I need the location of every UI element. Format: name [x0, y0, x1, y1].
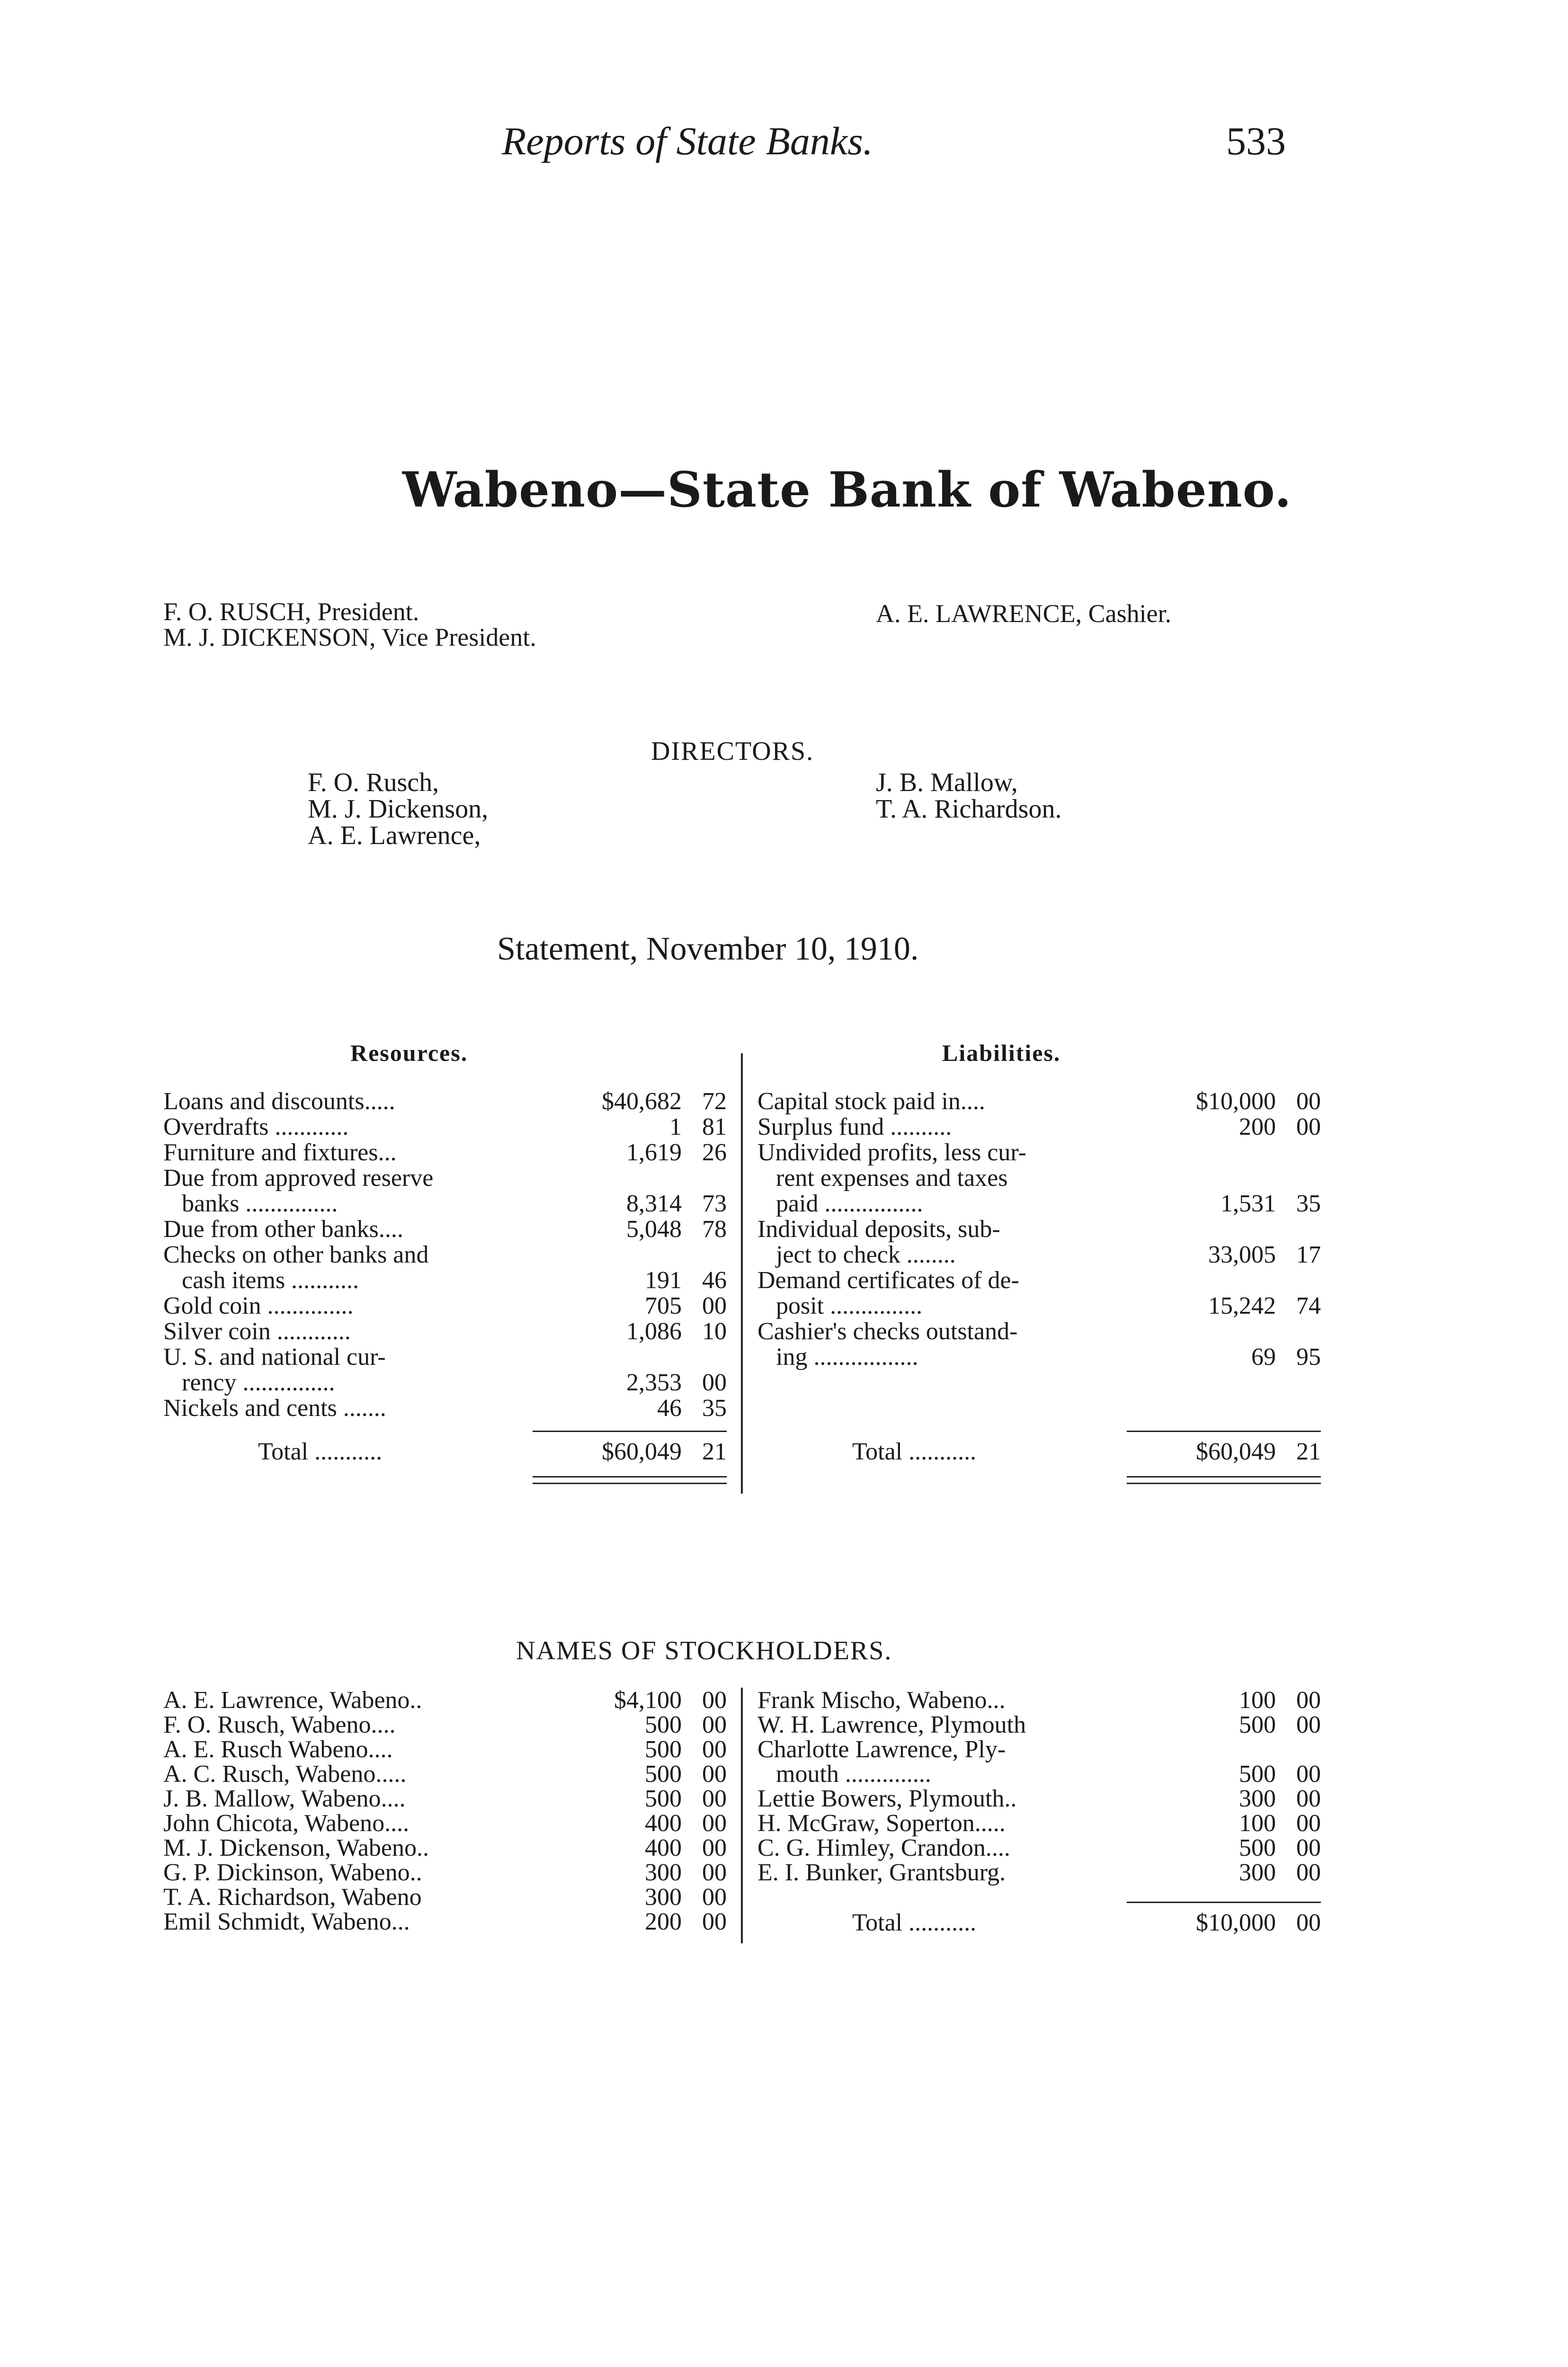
table-row	[757, 1191, 1321, 1217]
table-row	[163, 1319, 727, 1344]
row-cents: 00	[1296, 1711, 1321, 1738]
liabilities-table	[757, 1089, 1326, 1505]
stockholders-divider	[741, 1688, 743, 1943]
row-label: Loans and discounts.....	[163, 1088, 395, 1115]
row-cents: 17	[1296, 1241, 1321, 1268]
officer-vice-president: M. J. DICKENSON, Vice President.	[163, 623, 536, 651]
row-cents: 00	[702, 1369, 727, 1396]
row-label: Undivided profits, less cur-	[757, 1139, 1026, 1166]
row-dollars: 300	[645, 1884, 682, 1911]
row-dollars: 500	[645, 1711, 682, 1738]
row-dollars: 500	[1239, 1711, 1276, 1738]
directors-left	[308, 769, 488, 849]
row-cents: 00	[1296, 1859, 1321, 1886]
table-row	[163, 1242, 727, 1268]
row-cents: 35	[1296, 1190, 1321, 1217]
row-label: W. H. Lawrence, Plymouth	[757, 1711, 1026, 1738]
stockholders-right-table	[757, 1688, 1326, 1953]
row-label: A. C. Rusch, Wabeno.....	[163, 1761, 407, 1788]
row-dollars: 500	[645, 1736, 682, 1763]
row-dollars: 200	[1239, 1113, 1276, 1140]
officer-cashier: A. E. LAWRENCE, Cashier.	[876, 599, 1172, 628]
row-dollars: 300	[1239, 1859, 1276, 1886]
stockholders-left-table	[163, 1688, 731, 1953]
table-row	[163, 1370, 727, 1396]
officer-president: F. O. RUSCH, President.	[163, 597, 419, 626]
table-row	[757, 1114, 1321, 1140]
table-row	[163, 1885, 727, 1910]
table-row	[757, 1762, 1321, 1787]
row-label: rency ...............	[163, 1369, 335, 1396]
row-label: Nickels and cents .......	[163, 1395, 386, 1422]
total-dollars: $60,049	[1196, 1438, 1276, 1465]
table-row	[163, 1396, 727, 1421]
directors-right	[876, 769, 1061, 822]
row-label: Emil Schmidt, Wabeno...	[163, 1908, 410, 1935]
table-row	[757, 1688, 1321, 1713]
director: T. A. Richardson.	[876, 794, 1062, 824]
row-cents: 00	[1296, 1785, 1321, 1812]
table-row	[163, 1811, 727, 1836]
table-row	[163, 1737, 727, 1762]
total-rule	[1127, 1902, 1321, 1903]
row-cents: 00	[702, 1761, 727, 1788]
row-cents: 00	[702, 1859, 727, 1886]
row-label: Demand certificates of de-	[757, 1267, 1019, 1294]
table-row	[163, 1293, 727, 1319]
resources-heading: Resources.	[350, 1040, 468, 1066]
row-cents: 00	[702, 1711, 727, 1738]
row-cents: 00	[702, 1884, 727, 1911]
row-cents: 00	[702, 1292, 727, 1319]
row-label: Surplus fund ..........	[757, 1113, 952, 1140]
row-dollars: 1,531	[1221, 1190, 1276, 1217]
double-rule	[533, 1476, 727, 1477]
table-row	[163, 1114, 727, 1140]
row-dollars: 5,048	[626, 1216, 682, 1243]
row-cents: 00	[702, 1785, 727, 1812]
row-dollars: $40,682	[602, 1088, 682, 1115]
double-rule	[1127, 1483, 1321, 1484]
table-row	[163, 1089, 727, 1114]
row-dollars: 1,086	[626, 1318, 682, 1345]
row-dollars: $10,000	[1196, 1088, 1276, 1115]
running-header-title: Reports of State Banks.	[502, 119, 873, 163]
row-cents: 73	[702, 1190, 727, 1217]
row-label: posit ...............	[757, 1292, 923, 1319]
row-label: A. E. Rusch Wabeno....	[163, 1736, 393, 1763]
row-dollars: 705	[645, 1292, 682, 1319]
row-label: Capital stock paid in....	[757, 1088, 985, 1115]
row-label: Overdrafts ............	[163, 1113, 349, 1140]
row-dollars: 500	[1239, 1761, 1276, 1788]
row-cents: 00	[702, 1736, 727, 1763]
table-row	[163, 1344, 727, 1370]
row-dollars: 300	[1239, 1785, 1276, 1812]
director: J. B. Mallow,	[876, 768, 1018, 797]
row-cents: 10	[702, 1318, 727, 1345]
row-label: rent expenses and taxes	[757, 1165, 1008, 1192]
double-rule	[533, 1483, 727, 1484]
table-row	[757, 1166, 1321, 1191]
row-cents: 00	[1296, 1088, 1321, 1115]
table-row	[163, 1166, 727, 1191]
statement-divider	[741, 1053, 743, 1494]
row-cents: 95	[1296, 1344, 1321, 1370]
row-dollars: 15,242	[1208, 1292, 1276, 1319]
director: M. J. Dickenson,	[308, 794, 489, 824]
row-cents: 74	[1296, 1292, 1321, 1319]
total-cents: 21	[702, 1438, 727, 1465]
row-label: E. I. Bunker, Grantsburg.	[757, 1859, 1006, 1886]
total-cents: 00	[1296, 1909, 1321, 1936]
row-dollars: 400	[645, 1810, 682, 1837]
total-dollars: $60,049	[602, 1438, 682, 1465]
table-row	[163, 1268, 727, 1293]
liabilities-heading: Liabilities.	[942, 1040, 1061, 1066]
row-label: Lettie Bowers, Plymouth..	[757, 1785, 1017, 1812]
row-dollars: $4,100	[614, 1687, 682, 1714]
row-label: John Chicota, Wabeno....	[163, 1810, 410, 1837]
table-row	[163, 1762, 727, 1787]
resources-table	[163, 1089, 731, 1505]
total-row	[757, 1439, 1321, 1465]
row-cents: 00	[1296, 1834, 1321, 1861]
director: A. E. Lawrence,	[308, 821, 481, 850]
row-cents: 26	[702, 1139, 727, 1166]
row-cents: 00	[702, 1810, 727, 1837]
total-dollars: $10,000	[1196, 1909, 1276, 1936]
total-rule	[533, 1431, 727, 1432]
row-dollars: 200	[645, 1908, 682, 1935]
total-label: Total ...........	[852, 1438, 977, 1465]
row-dollars: 33,005	[1208, 1241, 1276, 1268]
row-label: F. O. Rusch, Wabeno....	[163, 1711, 396, 1738]
row-label: T. A. Richardson, Wabeno	[163, 1884, 422, 1911]
row-label: Cashier's checks outstand-	[757, 1318, 1018, 1345]
row-label: mouth ..............	[757, 1761, 931, 1788]
row-label: banks ...............	[163, 1190, 338, 1217]
row-label: H. McGraw, Soperton.....	[757, 1810, 1006, 1837]
bank-title: Wabeno—State Bank of Wabeno.	[402, 462, 1292, 518]
row-label: A. E. Lawrence, Wabeno..	[163, 1687, 422, 1714]
table-row	[757, 1242, 1321, 1268]
row-cents: 46	[702, 1267, 727, 1294]
row-cents: 72	[702, 1088, 727, 1115]
row-label: Individual deposits, sub-	[757, 1216, 1000, 1243]
row-dollars: 1	[669, 1113, 682, 1140]
table-row	[163, 1140, 727, 1166]
row-label: G. P. Dickinson, Wabeno..	[163, 1859, 422, 1886]
row-cents: 78	[702, 1216, 727, 1243]
row-dollars: 46	[657, 1395, 682, 1422]
table-row	[163, 1191, 727, 1217]
table-row	[163, 1712, 727, 1738]
table-row	[757, 1293, 1321, 1319]
row-label: Gold coin ..............	[163, 1292, 354, 1319]
table-row	[757, 1319, 1321, 1344]
row-dollars: 100	[1239, 1687, 1276, 1714]
row-dollars: 2,353	[626, 1369, 682, 1396]
row-cents: 00	[702, 1908, 727, 1935]
row-cents: 00	[1296, 1113, 1321, 1140]
row-cents: 00	[1296, 1687, 1321, 1714]
row-dollars: 100	[1239, 1810, 1276, 1837]
table-row	[757, 1786, 1321, 1812]
table-row	[757, 1140, 1321, 1166]
table-row	[163, 1688, 727, 1713]
table-row	[163, 1909, 727, 1935]
total-label: Total ...........	[258, 1438, 383, 1465]
table-row	[163, 1217, 727, 1242]
total-row	[163, 1439, 727, 1465]
page-number: 533	[1226, 119, 1286, 163]
table-row	[757, 1860, 1321, 1886]
officers-left	[163, 599, 536, 650]
row-label: ject to check ........	[757, 1241, 956, 1268]
row-label: C. G. Himley, Crandon....	[757, 1834, 1010, 1861]
row-label: Frank Mischo, Wabeno...	[757, 1687, 1006, 1714]
table-row	[757, 1217, 1321, 1242]
row-dollars: 69	[1251, 1344, 1276, 1370]
row-dollars: 500	[1239, 1834, 1276, 1861]
table-row	[757, 1344, 1321, 1370]
total-row	[757, 1910, 1321, 1936]
table-row	[757, 1089, 1321, 1114]
row-label: Charlotte Lawrence, Ply-	[757, 1736, 1006, 1763]
table-row	[163, 1860, 727, 1886]
director: F. O. Rusch,	[308, 768, 439, 797]
row-cents: 00	[1296, 1761, 1321, 1788]
table-row	[757, 1835, 1321, 1861]
total-cents: 21	[1296, 1438, 1321, 1465]
row-dollars: 1,619	[626, 1139, 682, 1166]
row-label: Silver coin ............	[163, 1318, 351, 1345]
total-rule	[1127, 1431, 1321, 1432]
directors-heading: DIRECTORS.	[651, 737, 814, 766]
row-cents: 81	[702, 1113, 727, 1140]
row-label: cash items ...........	[163, 1267, 359, 1294]
row-label: M. J. Dickenson, Wabeno..	[163, 1834, 429, 1861]
row-dollars: 8,314	[626, 1190, 682, 1217]
table-row	[163, 1786, 727, 1812]
row-label: Due from other banks....	[163, 1216, 403, 1243]
table-row	[757, 1712, 1321, 1738]
table-row	[757, 1811, 1321, 1836]
row-dollars: 500	[645, 1785, 682, 1812]
row-label: paid ................	[757, 1190, 923, 1217]
row-cents: 00	[1296, 1810, 1321, 1837]
row-label: Furniture and fixtures...	[163, 1139, 397, 1166]
stockholders-heading: NAMES OF STOCKHOLDERS.	[516, 1636, 892, 1665]
row-dollars: 300	[645, 1859, 682, 1886]
row-label: Checks on other banks and	[163, 1241, 429, 1268]
table-row	[163, 1835, 727, 1861]
row-dollars: 500	[645, 1761, 682, 1788]
row-dollars: 191	[645, 1267, 682, 1294]
statement-title: Statement, November 10, 1910.	[497, 931, 919, 967]
row-cents: 35	[702, 1395, 727, 1422]
table-row	[757, 1737, 1321, 1762]
row-cents: 00	[702, 1834, 727, 1861]
row-label: ing .................	[757, 1344, 918, 1370]
row-label: J. B. Mallow, Wabeno....	[163, 1785, 406, 1812]
row-dollars: 400	[645, 1834, 682, 1861]
row-label: Due from approved reserve	[163, 1165, 434, 1192]
row-cents: 00	[702, 1687, 727, 1714]
total-label: Total ...........	[852, 1909, 977, 1936]
table-row	[757, 1268, 1321, 1293]
row-label: U. S. and national cur-	[163, 1344, 386, 1370]
double-rule	[1127, 1476, 1321, 1477]
